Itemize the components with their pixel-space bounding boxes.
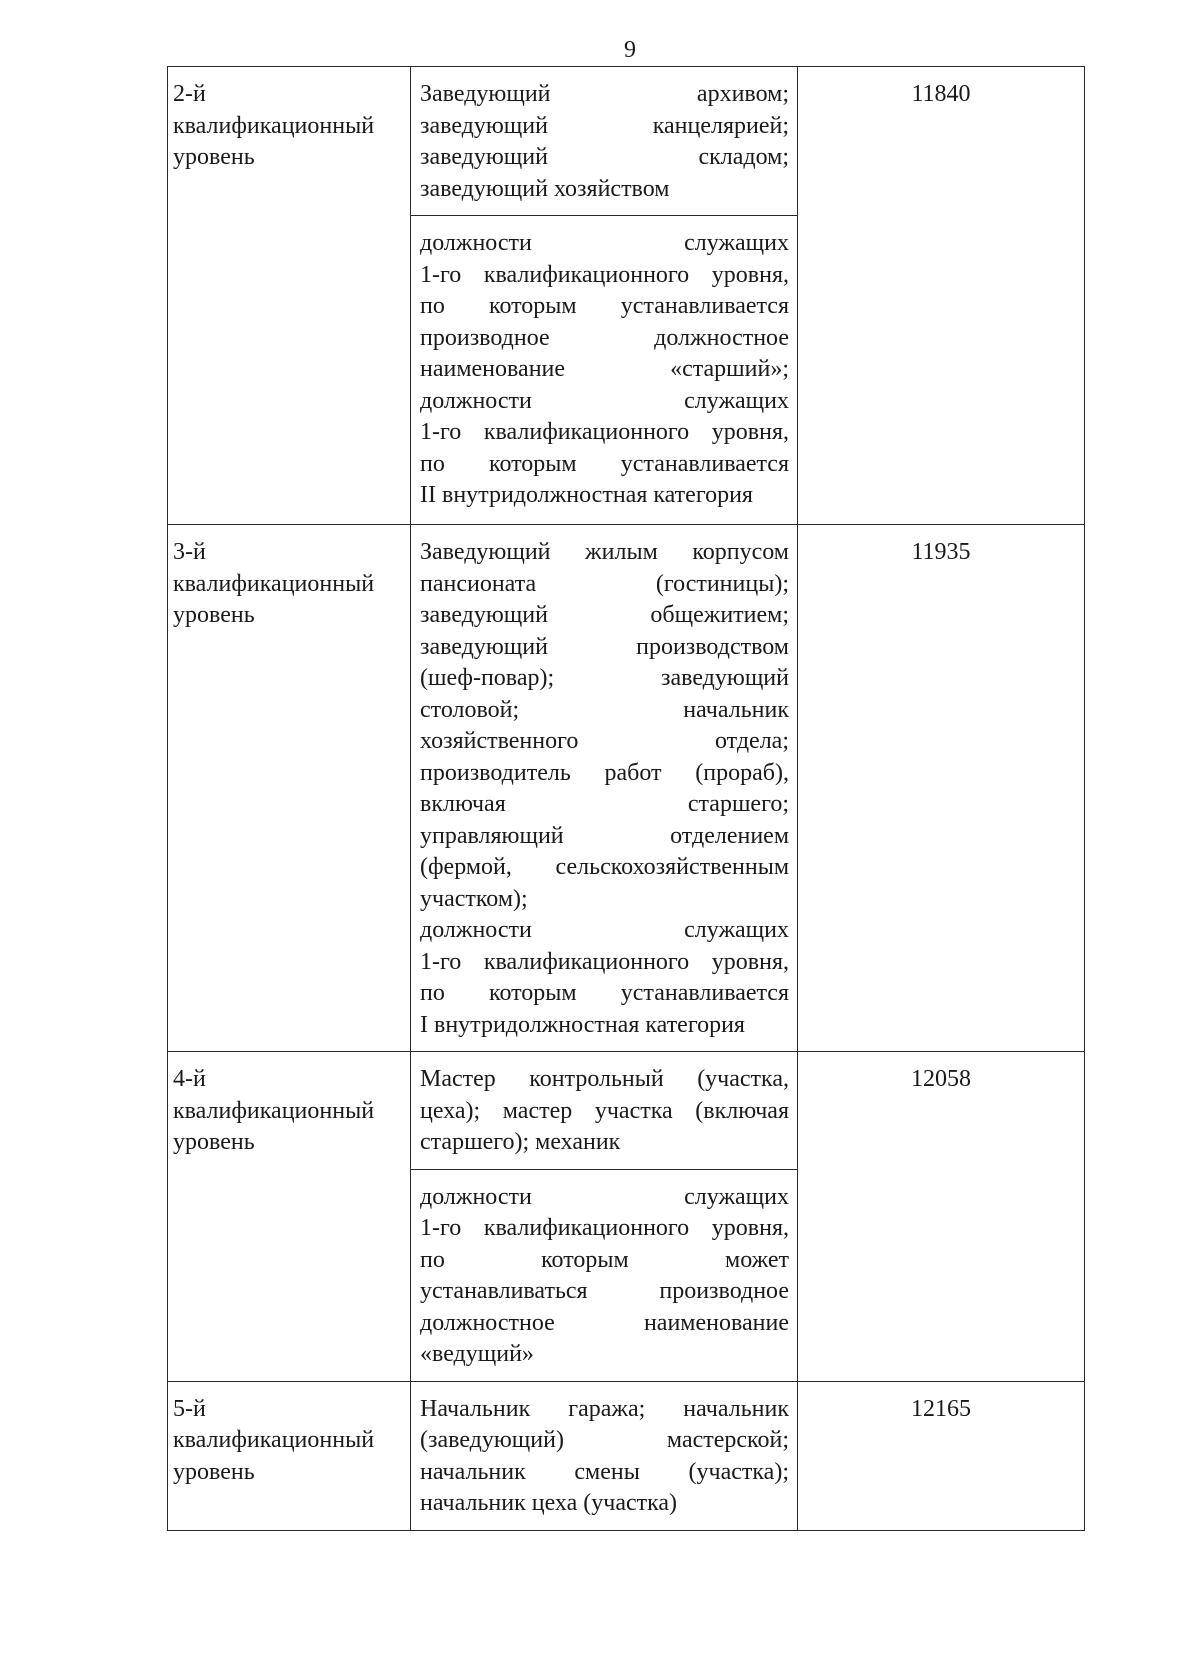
qualification-level-line: уровень bbox=[173, 602, 255, 628]
qualification-level-cell bbox=[168, 1052, 411, 1382]
position-text-line: заведующий складом; bbox=[420, 144, 789, 170]
salary-cell bbox=[798, 1052, 1085, 1382]
positions-block bbox=[411, 525, 797, 1051]
position-text-line: Заведующий архивом; bbox=[420, 81, 789, 107]
qualification-level-line: уровень bbox=[173, 144, 255, 170]
position-text-line: заведующий общежитием; bbox=[420, 602, 789, 628]
qualification-level-line: уровень bbox=[173, 1458, 255, 1485]
position-text-line: старшего); механик bbox=[420, 1129, 621, 1155]
qualification-level-line: квалификационный bbox=[173, 1097, 375, 1124]
position-text-line: должности служащих bbox=[420, 917, 789, 943]
position-text-line: II внутридолжностная категория bbox=[420, 482, 753, 508]
table-row bbox=[168, 67, 1085, 525]
position-text-line: должности служащих bbox=[420, 387, 789, 414]
table-row bbox=[168, 525, 1085, 1052]
positions-cell bbox=[411, 1052, 798, 1382]
position-text-line: устанавливаться производное bbox=[420, 1278, 789, 1304]
position-text-line: (фермой, сельскохозяйственным bbox=[420, 854, 789, 880]
page-number: 9 bbox=[624, 37, 636, 63]
position-text-line: пансионата (гостиницы); bbox=[420, 570, 789, 597]
position-text-line: по которым устанавливается bbox=[420, 450, 789, 477]
position-text-line: должности служащих bbox=[420, 1183, 789, 1210]
salary-value: 12058 bbox=[911, 1066, 971, 1092]
table-body bbox=[168, 67, 1085, 1531]
positions-block bbox=[411, 1052, 797, 1169]
position-text-line: 1-го квалификационного уровня, bbox=[420, 419, 789, 445]
position-text-line: производитель работ (прораб), bbox=[420, 759, 789, 786]
position-text-line: наименование «старший»; bbox=[420, 356, 789, 382]
position-text-line: должностное наименование bbox=[420, 1309, 789, 1336]
qualification-level-cell bbox=[168, 525, 411, 1052]
position-text-line: 1-го квалификационного уровня, bbox=[420, 261, 789, 288]
position-text-line: Мастер контрольный (участка, bbox=[420, 1066, 789, 1092]
positions-block bbox=[411, 1382, 797, 1530]
position-text-line: (шеф-повар); заведующий bbox=[420, 665, 789, 691]
qualification-level-cell bbox=[168, 67, 411, 525]
position-text-line: начальник цеха (участка) bbox=[420, 1490, 678, 1516]
qualification-level-line: квалификационный bbox=[173, 1427, 375, 1453]
position-text-line: по которым устанавливается bbox=[420, 293, 789, 319]
position-text-line: (заведующий) мастерской; bbox=[420, 1427, 789, 1453]
qualification-level-line: 5-й bbox=[173, 1395, 206, 1422]
qualification-level-line: 4-й bbox=[173, 1066, 206, 1092]
position-text-line: столовой; начальник bbox=[420, 696, 789, 723]
position-text-line: производное должностное bbox=[420, 324, 789, 351]
qualification-level-cell bbox=[168, 1381, 411, 1530]
position-text-line: Начальник гаража; начальник bbox=[420, 1395, 789, 1422]
salary-cell bbox=[798, 525, 1085, 1052]
qualification-level-line: уровень bbox=[173, 1129, 255, 1155]
position-text-line: заведующий канцелярией; bbox=[420, 112, 789, 139]
position-text-line: «ведущий» bbox=[420, 1341, 534, 1367]
position-text-line: Заведующий жилым корпусом bbox=[420, 539, 789, 565]
position-text-line: I внутридолжностная категория bbox=[420, 1011, 745, 1038]
positions-block bbox=[411, 67, 797, 215]
position-text-line: должности служащих bbox=[420, 230, 789, 256]
position-text-line: управляющий отделением bbox=[420, 822, 789, 849]
qualification-level-line: квалификационный bbox=[173, 570, 375, 597]
positions-cell bbox=[411, 67, 798, 525]
qualification-table bbox=[167, 66, 1085, 1531]
position-text-line: по которым устанавливается bbox=[420, 980, 789, 1006]
qualification-level-line: квалификационный bbox=[173, 112, 375, 139]
position-text-line: заведующий хозяйством bbox=[420, 175, 670, 202]
salary-cell bbox=[798, 1381, 1085, 1530]
position-text-line: заведующий производством bbox=[420, 633, 789, 660]
position-text-line: по которым может bbox=[420, 1246, 789, 1273]
salary-value: 11935 bbox=[911, 539, 971, 565]
table-row bbox=[168, 1052, 1085, 1382]
table-row bbox=[168, 1381, 1085, 1530]
position-text-line: 1-го квалификационного уровня, bbox=[420, 1215, 789, 1241]
positions-block bbox=[411, 1169, 797, 1381]
salary-cell bbox=[798, 67, 1085, 525]
qualification-level-line: 2-й bbox=[173, 81, 206, 107]
positions-cell bbox=[411, 525, 798, 1052]
position-text-line: включая старшего; bbox=[420, 791, 789, 817]
positions-cell bbox=[411, 1381, 798, 1530]
qualification-level-line: 3-й bbox=[173, 539, 206, 565]
position-text-line: начальник смены (участка); bbox=[420, 1458, 789, 1485]
position-text-line: цеха); мастер участка (включая bbox=[420, 1097, 789, 1124]
salary-value: 12165 bbox=[911, 1395, 971, 1422]
position-text-line: участком); bbox=[420, 885, 528, 912]
positions-block bbox=[411, 215, 797, 522]
position-text-line: 1-го квалификационного уровня, bbox=[420, 948, 789, 975]
salary-value: 11840 bbox=[911, 81, 971, 107]
position-text-line: хозяйственного отдела; bbox=[420, 728, 789, 754]
